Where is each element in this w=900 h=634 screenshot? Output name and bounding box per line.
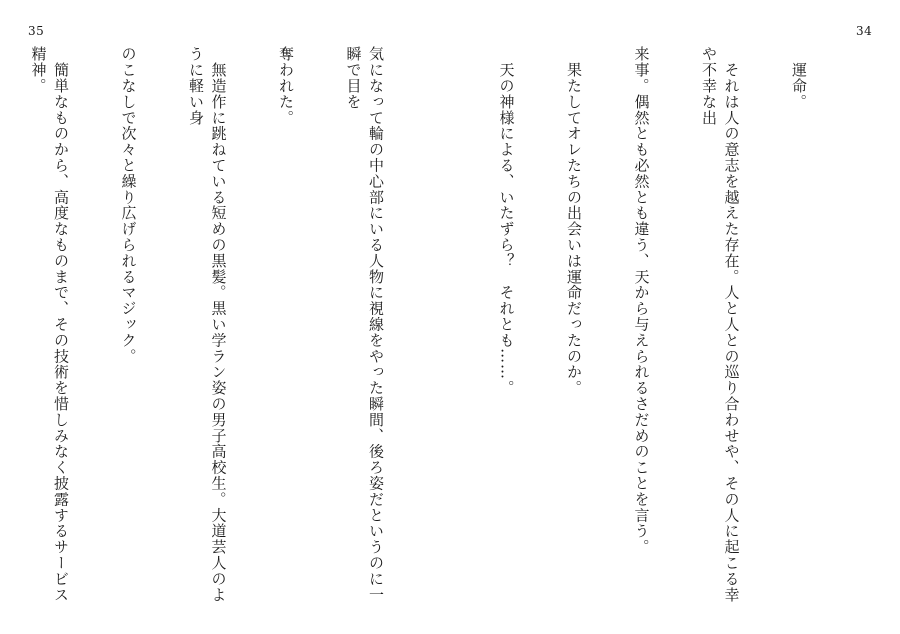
text-line: 果たしてオレたちの出会いは運命だったのか。 (565, 46, 583, 396)
text-line: 運命。 (790, 46, 808, 110)
text-line: 無造作に跳ねている短めの黒髪。黒い学ラン姿の男子高校生。大道芸人のように軽い身 (187, 46, 228, 603)
page-number-left: 35 (28, 24, 45, 38)
left-page-text (28, 46, 432, 606)
text-line: 天の神様による、いたずら？ それとも……。 (497, 46, 516, 396)
text-line: 来事。偶然とも必然とも違う、天から与えられるさだめのことを言う。 (632, 46, 651, 555)
page-number-right: 34 (856, 24, 873, 38)
page-gutter (450, 30, 451, 610)
text-line: それは人の意志を越えた存在。人と人との巡り合わせや、その人に起こる幸や不幸な出 (700, 46, 741, 603)
text-line: 気になって輪の中心部にいる人物に視線をやった瞬間、後ろ姿だというのに一瞬で目を (344, 46, 385, 603)
text-line: 簡単なものから、高度なものまで、その技術を惜しみなく披露するサービス精神。 (29, 46, 70, 603)
text-line: のこなしで次々と繰り広げられるマジック。 (119, 46, 138, 364)
right-page-text (470, 46, 855, 606)
text-line: 奪われた。 (277, 46, 295, 126)
